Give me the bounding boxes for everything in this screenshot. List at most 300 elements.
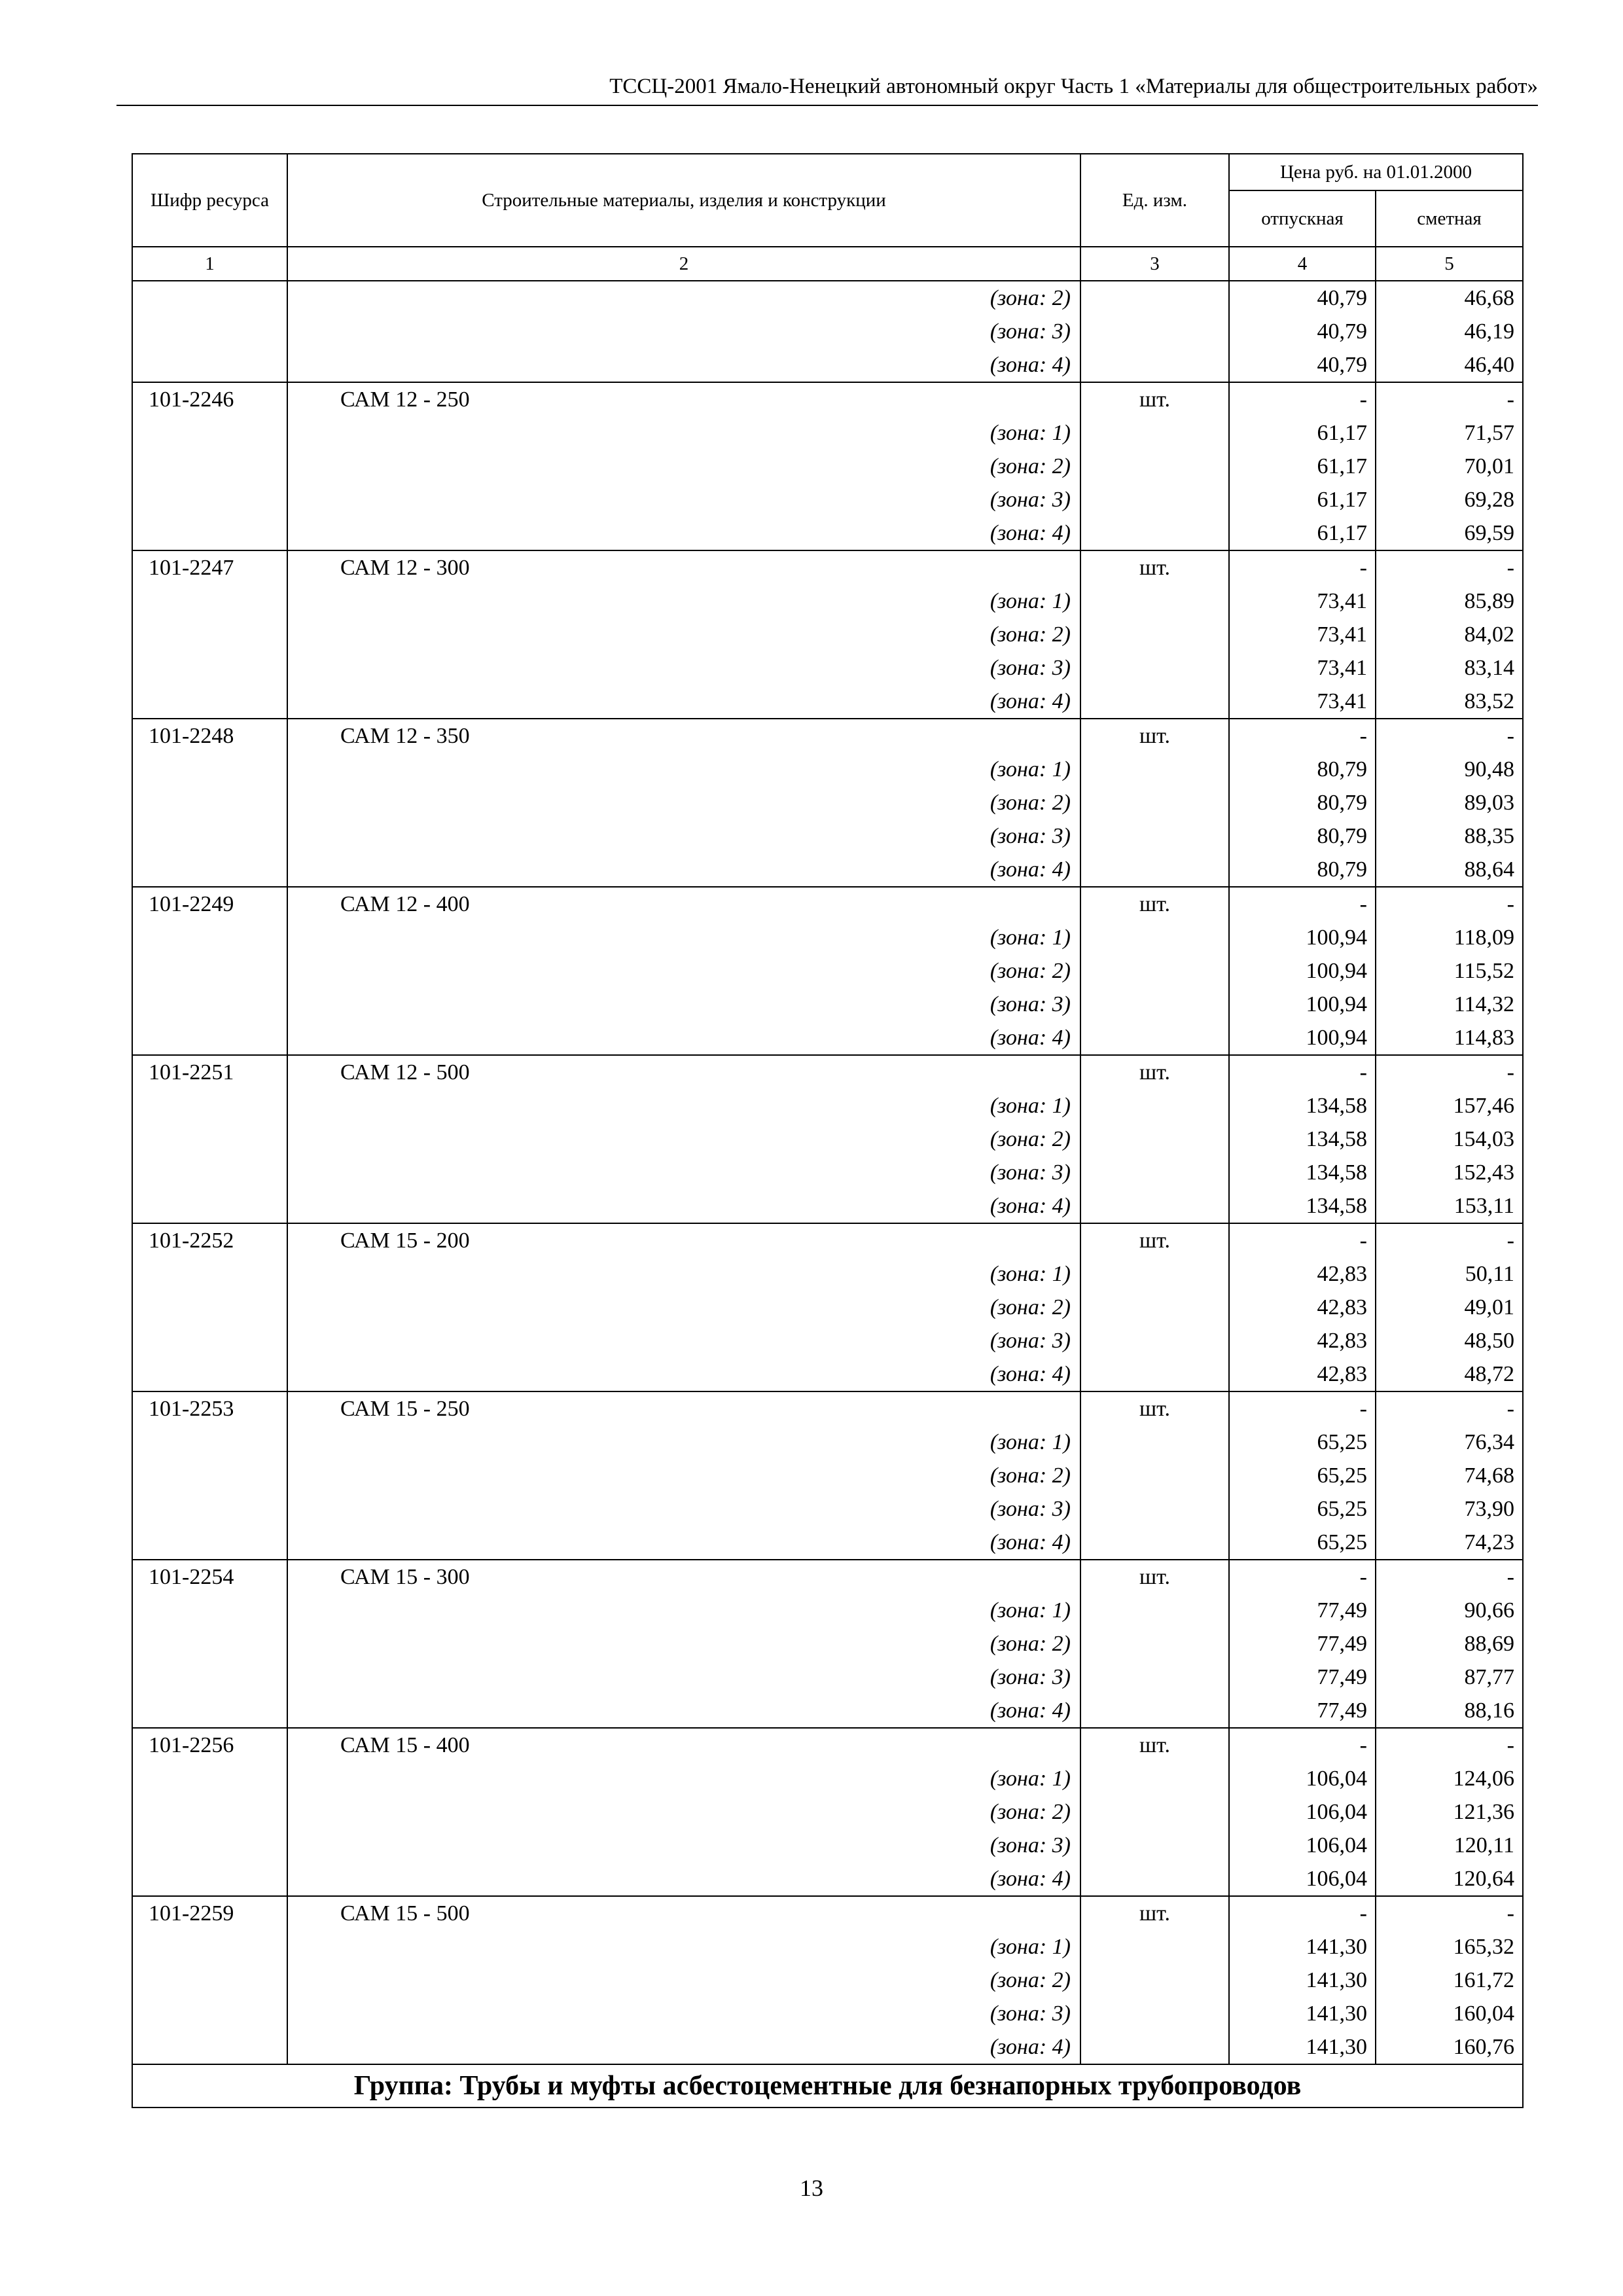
table-row — [132, 1357, 1523, 1391]
zone-label-cell: (зона: 1) — [287, 416, 1080, 450]
zone-label-cell: (зона: 1) — [287, 1426, 1080, 1459]
zone-label-cell: (зона: 2) — [287, 1627, 1080, 1660]
release-price-cell: - — [1229, 887, 1376, 921]
release-price-cell: 141,30 — [1229, 1997, 1376, 2030]
resource-code-cell — [132, 1795, 287, 1829]
estimate-price-cell: 114,32 — [1376, 988, 1523, 1021]
unit-cell — [1080, 1930, 1229, 1964]
table-row — [132, 988, 1523, 1021]
estimate-price-cell: 160,04 — [1376, 1997, 1523, 2030]
table-row — [132, 1964, 1523, 1997]
release-price-cell: 134,58 — [1229, 1122, 1376, 1156]
estimate-price-cell: 48,72 — [1376, 1357, 1523, 1391]
zone-label-cell: (зона: 4) — [287, 1357, 1080, 1391]
resource-code-cell — [132, 786, 287, 819]
estimate-price-cell: 84,02 — [1376, 618, 1523, 651]
table-row — [132, 1997, 1523, 2030]
zone-label-cell: (зона: 2) — [287, 786, 1080, 819]
estimate-price-cell: 165,32 — [1376, 1930, 1523, 1964]
price-table — [132, 153, 1524, 2108]
resource-code-cell — [132, 1526, 287, 1560]
zone-label-cell: (зона: 4) — [287, 1694, 1080, 1728]
release-price-cell: 61,17 — [1229, 516, 1376, 550]
table-row — [132, 1089, 1523, 1122]
unit-cell — [1080, 1459, 1229, 1492]
estimate-price-cell: - — [1376, 1560, 1523, 1594]
resource-code-cell — [132, 1762, 287, 1795]
unit-cell — [1080, 1594, 1229, 1627]
estimate-price-cell: 69,59 — [1376, 516, 1523, 550]
unit-cell: шт. — [1080, 1055, 1229, 1089]
table-row — [132, 1021, 1523, 1055]
table-row — [132, 853, 1523, 887]
estimate-price-cell: 121,36 — [1376, 1795, 1523, 1829]
column-header-release-price: отпускная — [1229, 190, 1376, 247]
column-number: 1 — [132, 247, 287, 281]
zone-label-cell: (зона: 3) — [287, 988, 1080, 1021]
table-row — [132, 2030, 1523, 2064]
running-header: ТССЦ-2001 Ямало-Ненецкий автономный округ Часть 1 «Материалы для общестроительных работ» — [609, 75, 1538, 98]
estimate-price-cell: 74,68 — [1376, 1459, 1523, 1492]
release-price-cell: - — [1229, 1560, 1376, 1594]
unit-cell — [1080, 348, 1229, 382]
release-price-cell: - — [1229, 382, 1376, 416]
estimate-price-cell: - — [1376, 887, 1523, 921]
resource-code-cell: 101-2247 — [132, 550, 287, 584]
unit-cell — [1080, 416, 1229, 450]
resource-code-cell — [132, 1257, 287, 1291]
unit-cell — [1080, 819, 1229, 853]
unit-cell — [1080, 1997, 1229, 2030]
estimate-price-cell: - — [1376, 1728, 1523, 1762]
table-row — [132, 719, 1523, 753]
table-row — [132, 685, 1523, 719]
table-row — [132, 281, 1523, 315]
material-name-cell: САМ 15 - 400 — [287, 1728, 1080, 1762]
release-price-cell: - — [1229, 1728, 1376, 1762]
table-row — [132, 1560, 1523, 1594]
table-row — [132, 550, 1523, 584]
estimate-price-cell: 88,69 — [1376, 1627, 1523, 1660]
material-name-cell: САМ 12 - 400 — [287, 887, 1080, 921]
table-header — [132, 154, 1523, 281]
estimate-price-cell: 69,28 — [1376, 483, 1523, 516]
table-row — [132, 1594, 1523, 1627]
unit-cell — [1080, 1964, 1229, 1997]
table-row — [132, 753, 1523, 786]
resource-code-cell — [132, 1930, 287, 1964]
release-price-cell: 100,94 — [1229, 921, 1376, 954]
resource-code-cell — [132, 281, 287, 315]
release-price-cell: 65,25 — [1229, 1526, 1376, 1560]
estimate-price-cell: - — [1376, 1223, 1523, 1257]
unit-cell — [1080, 1862, 1229, 1896]
column-number: 3 — [1080, 247, 1229, 281]
release-price-cell: 80,79 — [1229, 753, 1376, 786]
table-row — [132, 1426, 1523, 1459]
estimate-price-cell: 152,43 — [1376, 1156, 1523, 1189]
zone-label-cell: (зона: 1) — [287, 1089, 1080, 1122]
release-price-cell: 100,94 — [1229, 988, 1376, 1021]
resource-code-cell — [132, 954, 287, 988]
unit-cell — [1080, 1156, 1229, 1189]
resource-code-cell: 101-2259 — [132, 1896, 287, 1930]
group-heading-row — [132, 2064, 1523, 2108]
page-number: 13 — [800, 2175, 823, 2201]
resource-code-cell — [132, 1089, 287, 1122]
table-row — [132, 382, 1523, 416]
table-row — [132, 786, 1523, 819]
estimate-price-cell: 74,23 — [1376, 1526, 1523, 1560]
estimate-price-cell: - — [1376, 719, 1523, 753]
zone-label-cell: (зона: 3) — [287, 1660, 1080, 1694]
column-number: 5 — [1376, 247, 1523, 281]
estimate-price-cell: 88,64 — [1376, 853, 1523, 887]
resource-code-cell — [132, 1627, 287, 1660]
estimate-price-cell: 48,50 — [1376, 1324, 1523, 1357]
table-row — [132, 516, 1523, 550]
unit-cell — [1080, 1829, 1229, 1862]
zone-label-cell: (зона: 4) — [287, 2030, 1080, 2064]
resource-code-cell — [132, 1021, 287, 1055]
resource-code-cell — [132, 819, 287, 853]
table-row — [132, 651, 1523, 685]
resource-code-cell — [132, 2030, 287, 2064]
zone-label-cell: (зона: 1) — [287, 1930, 1080, 1964]
unit-cell — [1080, 1627, 1229, 1660]
resource-code-cell — [132, 988, 287, 1021]
material-name-cell: САМ 12 - 500 — [287, 1055, 1080, 1089]
resource-code-cell — [132, 315, 287, 348]
estimate-price-cell: 124,06 — [1376, 1762, 1523, 1795]
table-row — [132, 1122, 1523, 1156]
unit-cell — [1080, 1492, 1229, 1526]
group-heading: Группа: Трубы и муфты асбестоцементные для безнапорных трубопроводов — [132, 2064, 1523, 2108]
table-row — [132, 1055, 1523, 1089]
resource-code-cell — [132, 753, 287, 786]
resource-code-cell: 101-2253 — [132, 1391, 287, 1426]
column-number-row — [132, 247, 1523, 281]
unit-cell — [1080, 1291, 1229, 1324]
table-row — [132, 954, 1523, 988]
estimate-price-cell: 83,14 — [1376, 651, 1523, 685]
zone-label-cell: (зона: 2) — [287, 281, 1080, 315]
column-header-estimate-price: сметная — [1376, 190, 1523, 247]
zone-label-cell: (зона: 3) — [287, 1324, 1080, 1357]
zone-label-cell: (зона: 1) — [287, 1257, 1080, 1291]
resource-code-cell: 101-2249 — [132, 887, 287, 921]
zone-label-cell: (зона: 1) — [287, 584, 1080, 618]
estimate-price-cell: 118,09 — [1376, 921, 1523, 954]
unit-cell — [1080, 584, 1229, 618]
release-price-cell: 40,79 — [1229, 348, 1376, 382]
resource-code-cell — [132, 1594, 287, 1627]
resource-code-cell: 101-2248 — [132, 719, 287, 753]
estimate-price-cell: 153,11 — [1376, 1189, 1523, 1223]
estimate-price-cell: 120,11 — [1376, 1829, 1523, 1862]
unit-cell — [1080, 1257, 1229, 1291]
unit-cell — [1080, 651, 1229, 685]
resource-code-cell — [132, 1291, 287, 1324]
unit-cell — [1080, 988, 1229, 1021]
resource-code-cell — [132, 1862, 287, 1896]
release-price-cell: 100,94 — [1229, 1021, 1376, 1055]
resource-code-cell: 101-2254 — [132, 1560, 287, 1594]
table-row — [132, 1728, 1523, 1762]
unit-cell: шт. — [1080, 1391, 1229, 1426]
table-row — [132, 921, 1523, 954]
estimate-price-cell: - — [1376, 382, 1523, 416]
zone-label-cell: (зона: 1) — [287, 1762, 1080, 1795]
unit-cell — [1080, 1426, 1229, 1459]
release-price-cell: 42,83 — [1229, 1357, 1376, 1391]
resource-code-cell — [132, 516, 287, 550]
release-price-cell: 65,25 — [1229, 1492, 1376, 1526]
estimate-price-cell: 85,89 — [1376, 584, 1523, 618]
resource-code-cell: 101-2251 — [132, 1055, 287, 1089]
table-row — [132, 1829, 1523, 1862]
resource-code-cell — [132, 618, 287, 651]
table-row — [132, 1526, 1523, 1560]
unit-cell — [1080, 1526, 1229, 1560]
release-price-cell: 134,58 — [1229, 1089, 1376, 1122]
table-row — [132, 483, 1523, 516]
zone-label-cell: (зона: 2) — [287, 1964, 1080, 1997]
zone-label-cell: (зона: 3) — [287, 1997, 1080, 2030]
release-price-cell: 141,30 — [1229, 2030, 1376, 2064]
release-price-cell: 106,04 — [1229, 1829, 1376, 1862]
zone-label-cell: (зона: 2) — [287, 450, 1080, 483]
column-header-name: Строительные материалы, изделия и конструкции — [287, 154, 1080, 247]
release-price-cell: 42,83 — [1229, 1291, 1376, 1324]
release-price-cell: 80,79 — [1229, 786, 1376, 819]
resource-code-cell — [132, 416, 287, 450]
resource-code-cell — [132, 1997, 287, 2030]
zone-label-cell: (зона: 3) — [287, 1492, 1080, 1526]
table-row — [132, 348, 1523, 382]
table-row — [132, 1189, 1523, 1223]
release-price-cell: 61,17 — [1229, 483, 1376, 516]
table-row — [132, 1694, 1523, 1728]
table-row — [132, 1660, 1523, 1694]
estimate-price-cell: - — [1376, 1391, 1523, 1426]
unit-cell — [1080, 1660, 1229, 1694]
material-name-cell: САМ 15 - 250 — [287, 1391, 1080, 1426]
resource-code-cell: 101-2252 — [132, 1223, 287, 1257]
zone-label-cell: (зона: 4) — [287, 1189, 1080, 1223]
estimate-price-cell: 89,03 — [1376, 786, 1523, 819]
table-row — [132, 819, 1523, 853]
resource-code-cell — [132, 1964, 287, 1997]
unit-cell — [1080, 1122, 1229, 1156]
zone-label-cell: (зона: 1) — [287, 1594, 1080, 1627]
unit-cell — [1080, 1189, 1229, 1223]
estimate-price-cell: 49,01 — [1376, 1291, 1523, 1324]
unit-cell — [1080, 1324, 1229, 1357]
unit-cell: шт. — [1080, 887, 1229, 921]
resource-code-cell — [132, 651, 287, 685]
zone-label-cell: (зона: 4) — [287, 1862, 1080, 1896]
table-row — [132, 1324, 1523, 1357]
estimate-price-cell: 90,66 — [1376, 1594, 1523, 1627]
unit-cell — [1080, 786, 1229, 819]
zone-label-cell: (зона: 3) — [287, 483, 1080, 516]
column-number: 4 — [1229, 247, 1376, 281]
table-row — [132, 1391, 1523, 1426]
resource-code-cell — [132, 1156, 287, 1189]
zone-label-cell: (зона: 2) — [287, 1795, 1080, 1829]
table-row — [132, 416, 1523, 450]
unit-cell: шт. — [1080, 1728, 1229, 1762]
release-price-cell: 141,30 — [1229, 1930, 1376, 1964]
zone-label-cell: (зона: 2) — [287, 618, 1080, 651]
resource-code-cell — [132, 348, 287, 382]
unit-cell — [1080, 685, 1229, 719]
resource-code-cell: 101-2256 — [132, 1728, 287, 1762]
resource-code-cell — [132, 450, 287, 483]
zone-label-cell: (зона: 2) — [287, 1459, 1080, 1492]
release-price-cell: 61,17 — [1229, 450, 1376, 483]
estimate-price-cell: 76,34 — [1376, 1426, 1523, 1459]
release-price-cell: 73,41 — [1229, 651, 1376, 685]
resource-code-cell: 101-2246 — [132, 382, 287, 416]
resource-code-cell — [132, 1829, 287, 1862]
table-row — [132, 618, 1523, 651]
unit-cell: шт. — [1080, 382, 1229, 416]
release-price-cell: 106,04 — [1229, 1862, 1376, 1896]
resource-code-cell — [132, 1660, 287, 1694]
zone-label-cell: (зона: 3) — [287, 1156, 1080, 1189]
unit-cell — [1080, 1694, 1229, 1728]
release-price-cell: 73,41 — [1229, 685, 1376, 719]
material-name-cell: САМ 12 - 350 — [287, 719, 1080, 753]
table-row — [132, 1627, 1523, 1660]
estimate-price-cell: 83,52 — [1376, 685, 1523, 719]
resource-code-cell — [132, 1189, 287, 1223]
zone-label-cell: (зона: 4) — [287, 685, 1080, 719]
column-number: 2 — [287, 247, 1080, 281]
column-header-code: Шифр ресурса — [132, 154, 287, 247]
material-name-cell: САМ 12 - 300 — [287, 550, 1080, 584]
zone-label-cell: (зона: 4) — [287, 516, 1080, 550]
release-price-cell: 73,41 — [1229, 618, 1376, 651]
release-price-cell: 141,30 — [1229, 1964, 1376, 1997]
release-price-cell: 80,79 — [1229, 853, 1376, 887]
resource-code-cell — [132, 921, 287, 954]
table-row — [132, 1257, 1523, 1291]
zone-label-cell: (зона: 1) — [287, 921, 1080, 954]
table-row — [132, 1291, 1523, 1324]
unit-cell — [1080, 1795, 1229, 1829]
resource-code-cell — [132, 1324, 287, 1357]
table-row — [132, 1492, 1523, 1526]
release-price-cell: 100,94 — [1229, 954, 1376, 988]
release-price-cell: 42,83 — [1229, 1324, 1376, 1357]
unit-cell — [1080, 753, 1229, 786]
estimate-price-cell: 157,46 — [1376, 1089, 1523, 1122]
unit-cell — [1080, 1762, 1229, 1795]
column-header-price-group: Цена руб. на 01.01.2000 — [1229, 154, 1523, 190]
material-name-cell: САМ 15 - 300 — [287, 1560, 1080, 1594]
table-row — [132, 1223, 1523, 1257]
estimate-price-cell: 70,01 — [1376, 450, 1523, 483]
zone-label-cell: (зона: 3) — [287, 1829, 1080, 1862]
unit-cell — [1080, 516, 1229, 550]
estimate-price-cell: 115,52 — [1376, 954, 1523, 988]
release-price-cell: - — [1229, 719, 1376, 753]
estimate-price-cell: 88,16 — [1376, 1694, 1523, 1728]
zone-label-cell: (зона: 4) — [287, 1021, 1080, 1055]
table-row — [132, 1762, 1523, 1795]
release-price-cell: 65,25 — [1229, 1426, 1376, 1459]
table-row — [132, 584, 1523, 618]
resource-code-cell — [132, 685, 287, 719]
estimate-price-cell: 160,76 — [1376, 2030, 1523, 2064]
zone-label-cell: (зона: 4) — [287, 853, 1080, 887]
release-price-cell: 65,25 — [1229, 1459, 1376, 1492]
unit-cell — [1080, 1357, 1229, 1391]
header-divider — [116, 105, 1538, 106]
table-row — [132, 887, 1523, 921]
zone-label-cell: (зона: 2) — [287, 1122, 1080, 1156]
unit-cell — [1080, 281, 1229, 315]
unit-cell — [1080, 618, 1229, 651]
estimate-price-cell: 71,57 — [1376, 416, 1523, 450]
resource-code-cell — [132, 1426, 287, 1459]
unit-cell — [1080, 315, 1229, 348]
column-header-unit: Ед. изм. — [1080, 154, 1229, 247]
unit-cell: шт. — [1080, 1223, 1229, 1257]
zone-label-cell: (зона: 3) — [287, 819, 1080, 853]
release-price-cell: 77,49 — [1229, 1627, 1376, 1660]
release-price-cell: 40,79 — [1229, 281, 1376, 315]
zone-label-cell: (зона: 2) — [287, 1291, 1080, 1324]
release-price-cell: 61,17 — [1229, 416, 1376, 450]
estimate-price-cell: 161,72 — [1376, 1964, 1523, 1997]
table-body — [132, 281, 1523, 2064]
estimate-price-cell: 46,68 — [1376, 281, 1523, 315]
unit-cell — [1080, 921, 1229, 954]
table-row — [132, 315, 1523, 348]
zone-label-cell: (зона: 4) — [287, 1526, 1080, 1560]
unit-cell — [1080, 1021, 1229, 1055]
table-row — [132, 450, 1523, 483]
release-price-cell: 134,58 — [1229, 1156, 1376, 1189]
estimate-price-cell: 154,03 — [1376, 1122, 1523, 1156]
zone-label-cell: (зона: 2) — [287, 954, 1080, 988]
unit-cell — [1080, 2030, 1229, 2064]
resource-code-cell — [132, 1694, 287, 1728]
material-name-cell: САМ 12 - 250 — [287, 382, 1080, 416]
release-price-cell: 134,58 — [1229, 1189, 1376, 1223]
unit-cell — [1080, 483, 1229, 516]
zone-label-cell: (зона: 1) — [287, 753, 1080, 786]
estimate-price-cell: 73,90 — [1376, 1492, 1523, 1526]
material-name-cell: САМ 15 - 500 — [287, 1896, 1080, 1930]
unit-cell: шт. — [1080, 550, 1229, 584]
estimate-price-cell: 88,35 — [1376, 819, 1523, 853]
unit-cell — [1080, 853, 1229, 887]
release-price-cell: - — [1229, 1223, 1376, 1257]
resource-code-cell — [132, 1357, 287, 1391]
unit-cell: шт. — [1080, 719, 1229, 753]
release-price-cell: - — [1229, 1055, 1376, 1089]
estimate-price-cell: 114,83 — [1376, 1021, 1523, 1055]
table-row — [132, 1862, 1523, 1896]
release-price-cell: 42,83 — [1229, 1257, 1376, 1291]
table-row — [132, 1930, 1523, 1964]
release-price-cell: 80,79 — [1229, 819, 1376, 853]
